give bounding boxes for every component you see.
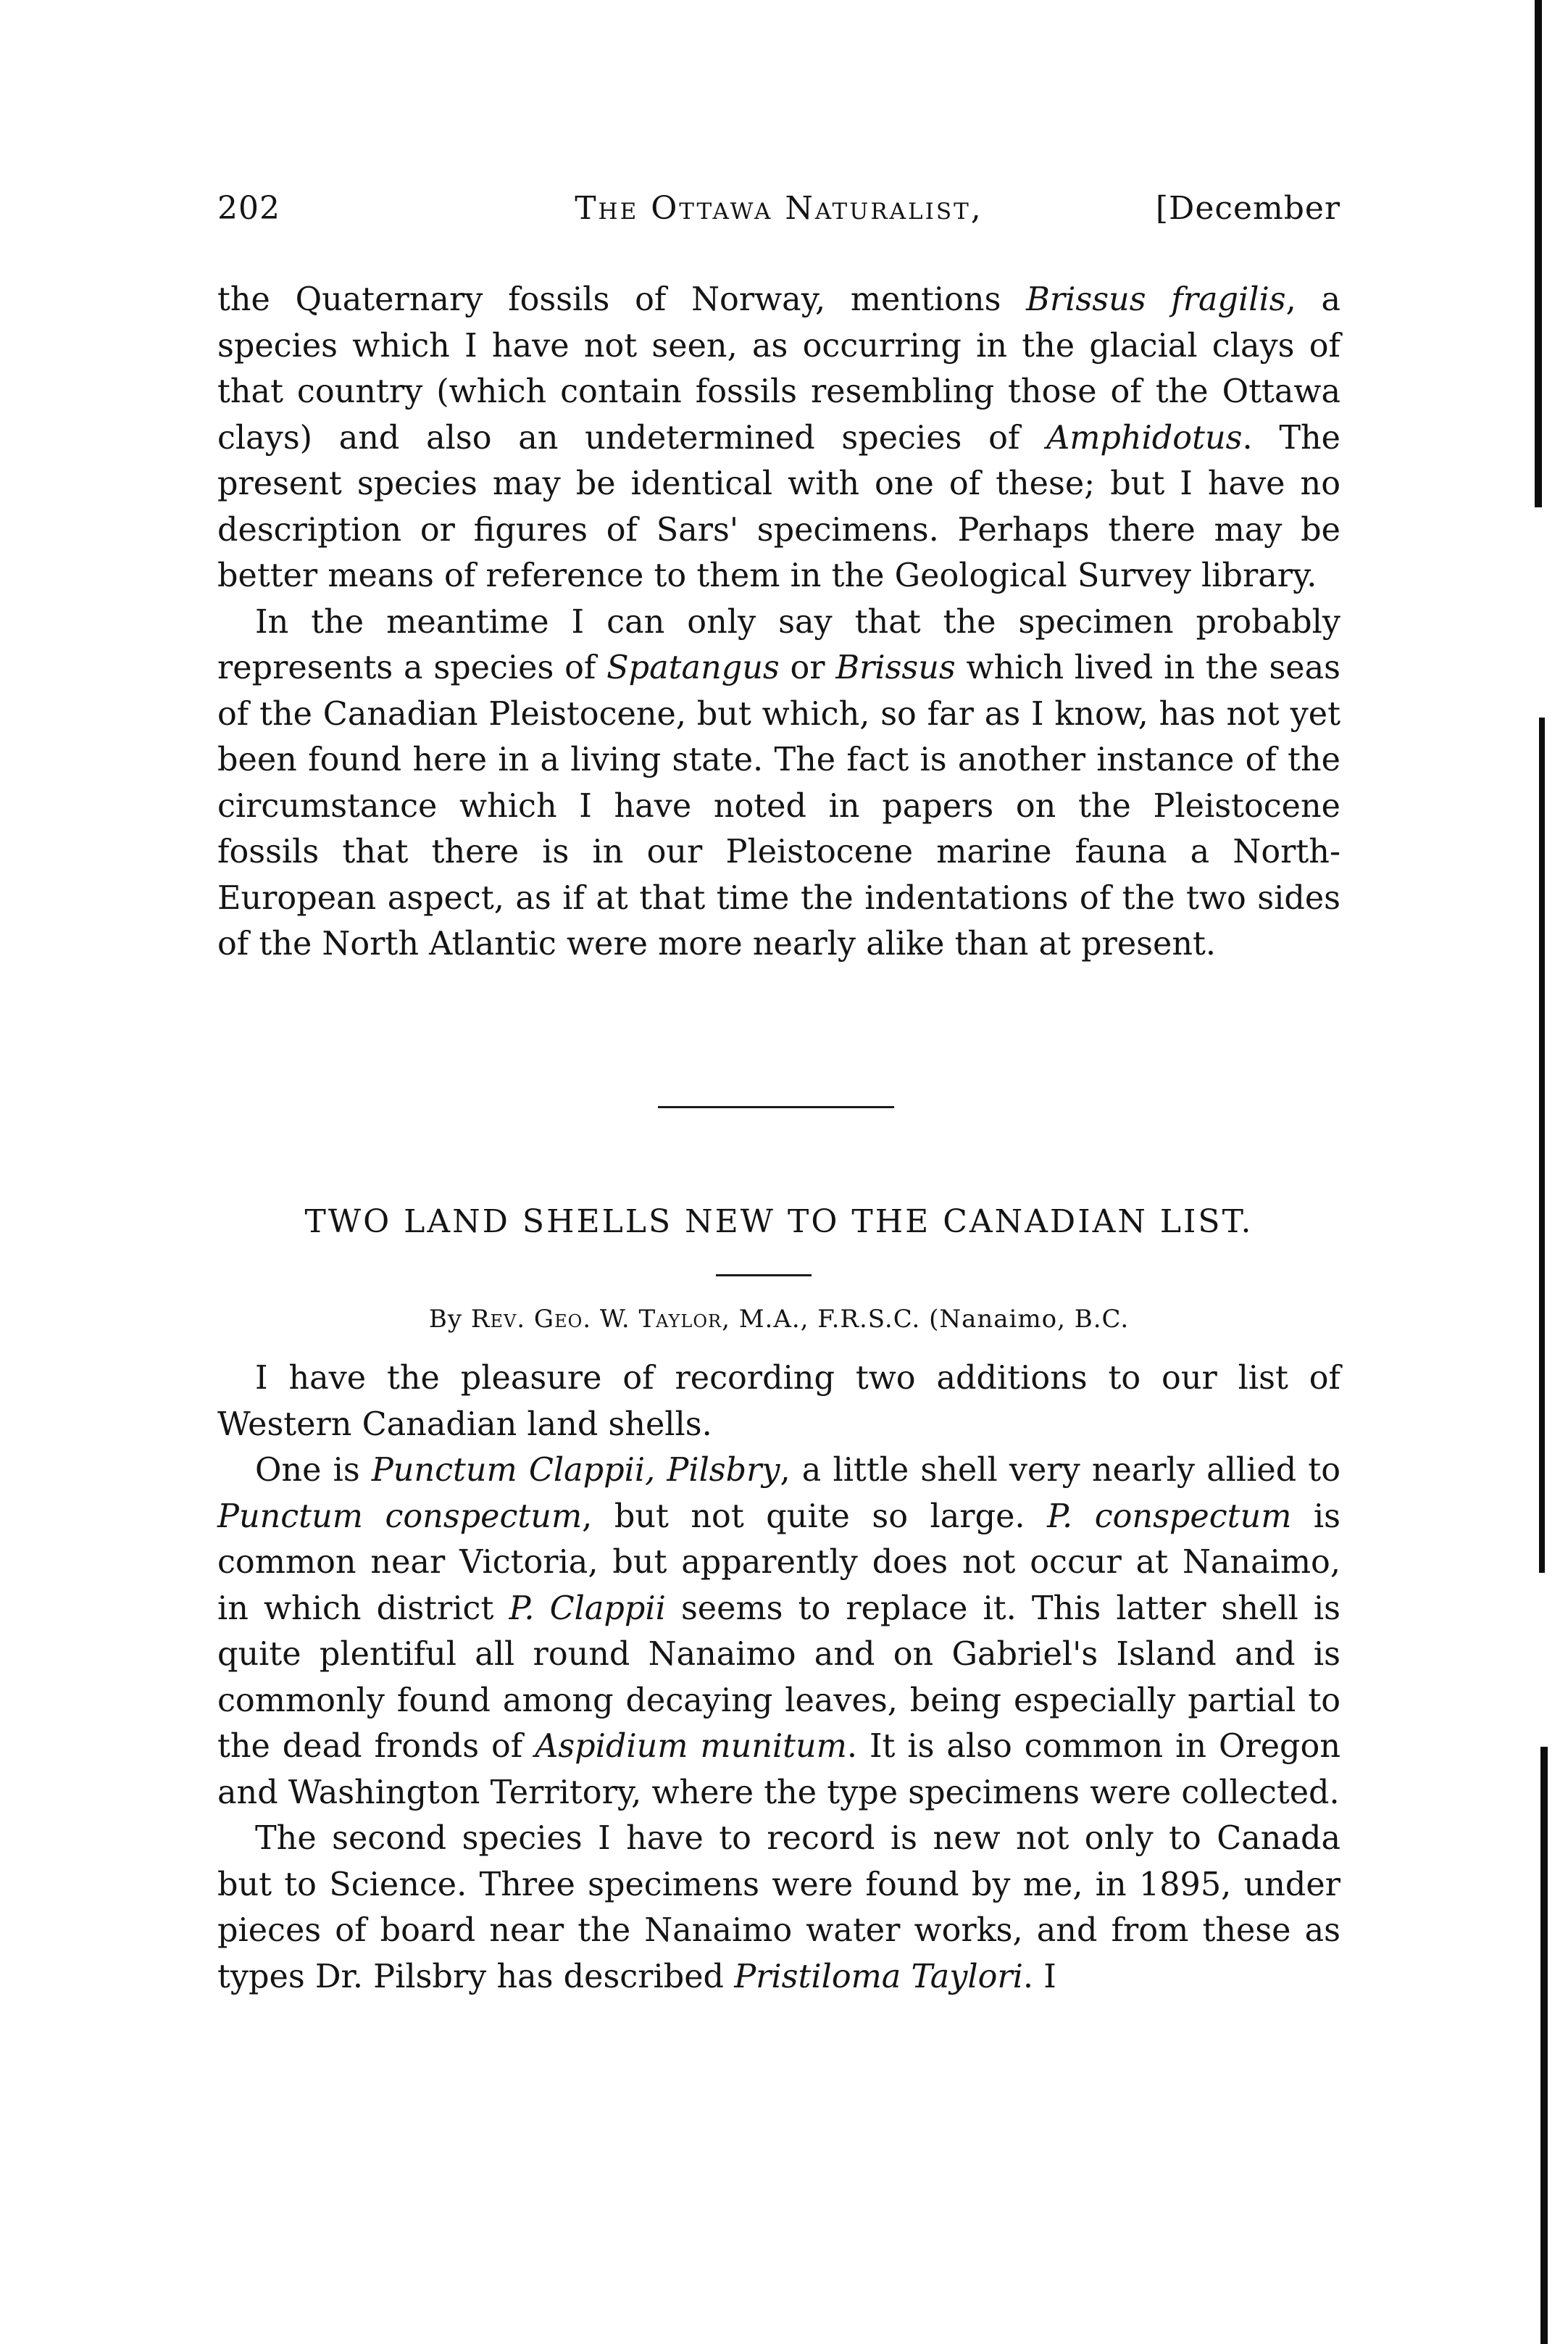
species-name: Spatangus: [606, 649, 780, 686]
article-body: [217, 1355, 1340, 2000]
paragraph: [217, 277, 1340, 599]
author-credentials: , M.A., F.R.S.C. (Nanaimo, B.C.: [722, 1305, 1130, 1334]
author-name: Rev. Geo. W. Taylor: [470, 1305, 722, 1334]
article-title: TWO LAND SHELLS NEW TO THE CANADIAN LIST.: [304, 1203, 1254, 1240]
paragraph: [217, 1447, 1340, 1816]
text-run: seems to replace it. This latter shell is quite plentiful all round Nanaimo and on Gabriel's Island and is commonly found among decaying leaves, being especially partial to the dead fronds of: [217, 1589, 1340, 1765]
running-header: [217, 190, 1340, 241]
species-name: P. Clappii: [509, 1589, 666, 1627]
text-run: is common near Victoria, but apparently does not occur at Nanaimo, in which district: [217, 1497, 1340, 1627]
text-run: , a little shell very nearly allied to: [780, 1452, 1340, 1489]
journal-title: The Ottawa Naturalist,: [575, 190, 983, 227]
text-run: , a species which I have not seen, as occurring in the glacial clays of that country (which contain fossils resembling those of the Ottawa clays) and also an undetermined species of: [217, 281, 1340, 457]
title-divider: [716, 1274, 812, 1276]
text-run: In the meantime I can only say that the specimen probably represents a species of: [217, 603, 1340, 686]
text-run: , but not quite so large.: [582, 1497, 1048, 1535]
text-run: the Quaternary fossils of Norway, mentions: [217, 281, 1027, 318]
continued-article-text: [217, 277, 1340, 968]
species-name: Amphidotus: [1046, 419, 1243, 457]
species-name: Punctum Clappii, Pilsbry: [371, 1452, 780, 1489]
text-run: . I: [1022, 1958, 1056, 1995]
byline-prefix: By: [428, 1305, 471, 1334]
text-run: or: [779, 649, 836, 686]
species-name: P. conspectum: [1047, 1497, 1292, 1535]
scan-edge-mark: [1535, 0, 1542, 507]
text-run: . It is also common in Oregon and Washington Territory, where the type specimens were collected.: [217, 1728, 1340, 1811]
scan-edge-mark: [1540, 1747, 1548, 2344]
paragraph: [217, 599, 1340, 968]
text-run: . The present species may be identical with one of these; but I have no description or figures of Sars' specimens. Perhaps there may be better means of reference to them in the Geological Survey library.: [217, 419, 1340, 594]
species-name: Pristiloma Taylori: [734, 1958, 1023, 1995]
section-divider: [658, 1106, 894, 1108]
species-name: Brissus fragilis: [1026, 281, 1286, 318]
text-run: The second species I have to record is new not only to Canada but to Science. Three specimens were found by me, in 1895, under pieces of board near the Nanaimo water works, and from these as types Dr. Pilsbry has described: [217, 1820, 1340, 1995]
species-name: Punctum conspectum: [217, 1497, 583, 1535]
species-name: Brissus: [835, 649, 956, 686]
text-run: One is: [255, 1452, 372, 1489]
text-run: which lived in the seas of the Canadian Pleistocene, but which, so far as I know, has not yet been found here in a living state. The fact is another instance of the circumstance which I have noted in papers on the Pleistocene fossils that there is in our Pleistocene marine fauna a North-European aspect, as if at that time the indentations of the two sides of the North Atlantic were more nearly alike than at present.: [217, 649, 1340, 963]
species-name: Aspidium munitum: [535, 1728, 847, 1765]
paragraph: I have the pleasure of recording two additions to our list of Western Canadian land shells.: [217, 1360, 1340, 1443]
scan-edge-mark: [1539, 718, 1545, 1573]
issue-month: [December: [1155, 190, 1340, 227]
byline: [217, 1305, 1340, 1334]
page-number: 202: [217, 190, 280, 227]
paragraph: [217, 1816, 1340, 2000]
